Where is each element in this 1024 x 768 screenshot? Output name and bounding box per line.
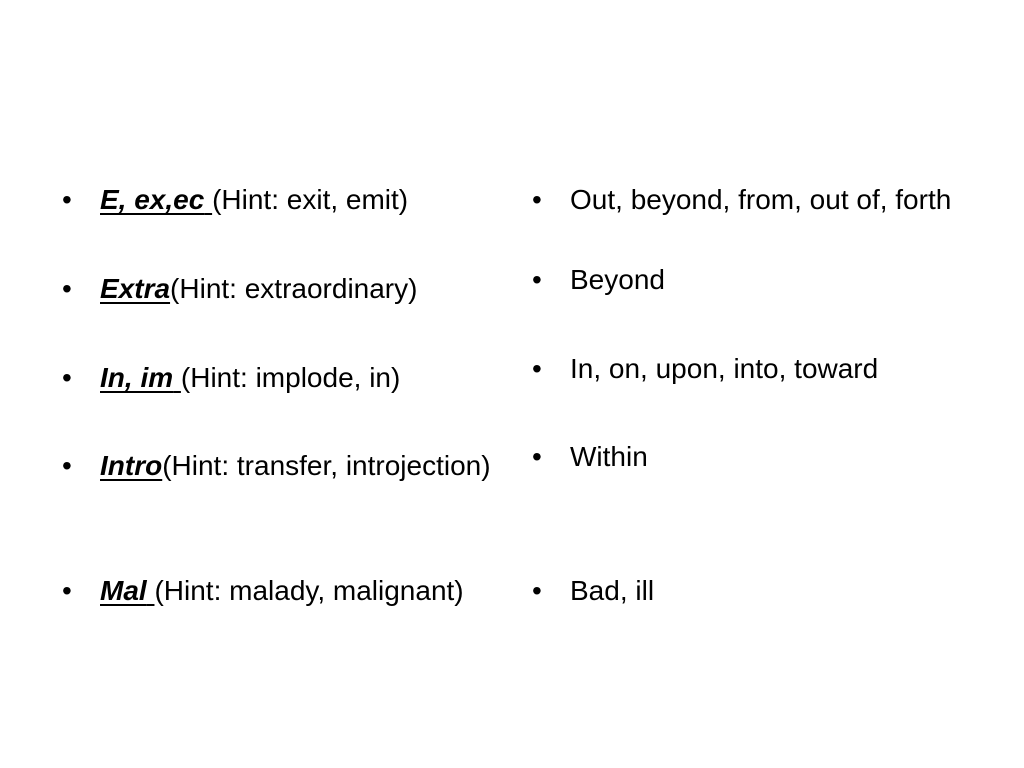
prefix-item-mal — [60, 573, 500, 609]
bullet: • — [62, 450, 72, 481]
prefix-term: Intro — [100, 450, 163, 481]
bullet: • — [62, 575, 72, 606]
meaning-text: Out, beyond, from, out of, forth — [570, 184, 952, 215]
bullet: • — [532, 264, 542, 295]
prefix-hint: (Hint: exit, emit) — [212, 184, 409, 215]
bullet: • — [532, 575, 542, 606]
prefix-item-intro — [60, 448, 500, 484]
prefix-item-extra — [60, 271, 500, 307]
prefix-hint: (Hint: malady, malignant) — [154, 575, 464, 606]
meaning-text: Within — [570, 441, 648, 472]
meaning-item — [530, 351, 980, 387]
meaning-text: In, on, upon, into, toward — [570, 353, 879, 384]
meaning-text: Bad, ill — [570, 575, 655, 606]
meaning-item — [530, 182, 980, 218]
prefix-term: Extra — [100, 273, 171, 304]
prefix-item-e-ex-ec — [60, 182, 500, 218]
prefix-term: Mal — [100, 575, 147, 606]
bullet: • — [532, 353, 542, 384]
bullet: • — [532, 184, 542, 215]
prefix-item-in-im — [60, 360, 500, 396]
meaning-item — [530, 262, 980, 298]
prefix-hint: (Hint: implode, in) — [180, 362, 401, 393]
meaning-item — [530, 573, 980, 609]
meaning-text: Beyond — [570, 264, 665, 295]
meaning-item — [530, 439, 980, 475]
prefix-term: E, ex,ec — [100, 184, 205, 215]
bullet: • — [62, 362, 72, 393]
prefix-term: In, im — [100, 362, 174, 393]
term-underline-space — [204, 184, 212, 215]
prefix-hint: (Hint: transfer, introjection) — [162, 450, 491, 481]
bullet: • — [532, 441, 542, 472]
prefix-hint: (Hint: extraordinary) — [170, 273, 418, 304]
bullet: • — [62, 184, 72, 215]
bullet: • — [62, 273, 72, 304]
term-underline-space — [173, 362, 181, 393]
